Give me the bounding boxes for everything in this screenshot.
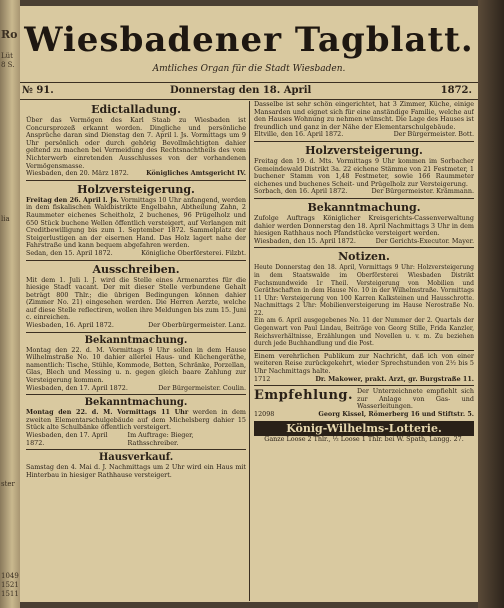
notice-body: werden in dem zweiten Elementarschulgebäude auf dem Michelsberg dahier 15 Stück alte Schulbänke öffentlich versteigert. xyxy=(26,408,246,432)
notice-place-date: Eltville, den 16. April 1872. xyxy=(254,130,344,139)
notice-authority: Der Bürgermeister. Bott. xyxy=(393,130,474,139)
notice-signature xyxy=(254,376,474,384)
divider xyxy=(254,350,474,351)
divider xyxy=(254,141,474,142)
notice-signature xyxy=(254,188,474,196)
notice-signature xyxy=(254,131,474,139)
book-spine xyxy=(0,0,20,608)
notice-authority: Dr. Makower, prakt. Arzt, gr. Burgstraße 11. xyxy=(315,374,474,383)
masthead xyxy=(20,6,478,92)
divider xyxy=(26,180,246,181)
notice-text: Mit dem 1. Juli l. J. wird die Stelle eines Armenarztes für die hiesige Stadt vacant. Der mit dieser Stelle verbundene Gehalt beträgt 800 Thlr.; die übrigen Bedingungen können dahier (Zimmer No. 21) eingesehen werden. Die Herren Aerzte, welche auf diese Stelle reflectiren, wollen ihre Meldungen bis zum 15. Juni c. einreichen. xyxy=(26,275,246,322)
divider xyxy=(26,332,246,333)
notice-heading: Holzversteigerung. xyxy=(77,182,195,196)
divider xyxy=(254,385,474,386)
notice-heading: Edictalladung. xyxy=(91,103,181,116)
newspaper-subtitle: Amtliches Organ für die Stadt Wiesbaden. xyxy=(152,64,346,74)
notice-text: Heute Donnerstag den 18. April, Vormittags 9 Uhr: Holzversteigerung in dem Staatswalde im Oberförsterei Wiesbaden Distrikt Fuchsmundweide 1r Theil. Versteigerung von Mobilien und Geräthschaften in dem Hause No. 10 in der Wilhelmstraße. Vormittags 11 Uhr: Versteigerung von 100 Karren Kalksteinen und Hausschrotte. Nachmittags 2 Uhr: Mobilienversteigerung im Hause Nerostraße No. 22. xyxy=(254,264,474,317)
divider xyxy=(26,260,246,261)
notice-signature xyxy=(254,238,474,246)
newspaper-page xyxy=(20,6,478,602)
notice-text: Samstag den 4. Mai d. J. Nachmittags um 2 Uhr wird ein Haus mit Hinterbau in hiesiger Rathhause versteigert. xyxy=(26,463,246,479)
notice-place-date: Wiesbaden, den 20. März 1872. xyxy=(26,169,129,178)
divider xyxy=(26,449,246,450)
spine-fragment: Ro xyxy=(1,28,18,41)
notice-text: Ein am 6. April ausgegebenes No. 11 der Nummer der 2. Quartals der Gegenwart von Paul Lindau, Beiträge von Georg Stille, Frida Kanzler, Reichsverhältnisse, Erzählungen und Novellen u. v. m. Zu beziehen durch jede Buchhandlung und die Post. xyxy=(254,317,474,348)
issue-date: Donnerstag den 18. April xyxy=(170,85,312,96)
notice-lead: Montag den 22. d. M. Vormittags 11 Uhr xyxy=(26,408,189,417)
left-column xyxy=(26,101,246,601)
issue-year: 1872. xyxy=(440,85,472,96)
notice-body: Vormittags 10 Uhr anfangend, werden in dem fiskalischen Waldbistrikte Engelbahn, Abtheilung Zahn, 2 Raummeter eichenes Scheitholz, 2 buchenes, 96 Prügelholz und 650 Stück buchene Wellen öffentlich versteigert, auf Verlangen mit Creditbewilligung bis zum 1. September 1872. Sammelplatz der Steigerlustigen an der eisernen Hand. Das Holz lagert nahe der Fahrstraße und kann bequem abgefahren werden. xyxy=(26,195,246,250)
notice-place-date: Wiesbaden, den 17. April 1872. xyxy=(26,383,128,392)
issue-number: № 91. xyxy=(22,85,54,96)
divider xyxy=(26,394,246,395)
column-divider xyxy=(249,101,250,601)
spine-fragment: ster xyxy=(1,480,15,488)
divider xyxy=(254,198,474,199)
notice-text: Montag den 22. d. M. Vormittags 9 Uhr sollen in dem Hause Wilhelmstraße No. 10 dahier allerlei Haus- und Küchengeräthe, namentlich: Tische, Stühle, Kommode, Betten, Schränke, Porzellan, Glas, Blech und Messing u. n. gegen gleich baare Zahlung zur Versteigerung kommen. xyxy=(26,345,246,385)
notice-authority: Königliche Oberförsterei. Filzbt. xyxy=(141,248,246,257)
ad-title: Empfehlung. xyxy=(254,388,354,404)
ad-signature xyxy=(254,411,474,419)
dateline xyxy=(20,82,478,100)
notice-text xyxy=(26,409,246,432)
notice-place-date: Sorbach, den 16. April 1872. xyxy=(254,187,348,196)
right-column xyxy=(254,101,474,601)
notice-signature xyxy=(26,432,246,447)
notice-heading: Hausverkauf. xyxy=(98,452,174,464)
notice-authority: Der Bürgermeister. Krämmann. xyxy=(371,187,474,196)
notice-authority: Der Oberbürgermeister. Lanz. xyxy=(148,321,246,330)
ad-number: 12098 xyxy=(254,410,275,418)
notice-place-date: Wiesbaden, 16. April 1872. xyxy=(26,321,114,330)
ad-text: Der Unterzeichnete empfiehlt sich zur Anlage von Gas- und Wasserleitungen. xyxy=(357,387,474,411)
notice-text: Dasselbe ist sehr schön eingerichtet, hat 3 Zimmer, Küche, einige Mansarden und eignet sich für eine anständige Familie, welche auf den Hauses Wohnung zu nehmen wünscht. Die Lage des Hauses ist freundlich und ganz in der Nähe der Elementarschulgebäude. xyxy=(254,101,474,131)
ad-advertiser: Georg Kissel, Römerberg 16 und Stiftstr. 5. xyxy=(318,410,474,418)
notice-place-date: Sedan, den 15. April 1872. xyxy=(26,248,113,257)
notice-authority: Im Auftrage: Bieger, Rathsschreiber. xyxy=(127,431,194,447)
page-edge xyxy=(478,0,504,608)
notice-heading: Bekanntmachung. xyxy=(307,200,421,214)
lottery-banner: König-Wilhelms-Lotterie. xyxy=(254,421,474,436)
spine-fragment: lia xyxy=(1,215,10,223)
divider xyxy=(254,247,474,248)
notice-heading: Notizen. xyxy=(338,250,390,264)
notice-signature xyxy=(26,170,246,178)
notice-heading: Ausschreiben. xyxy=(92,262,180,276)
notice-text: Über das Vermögen des Karl Staab zu Wiesbaden ist Concursprozeß erkannt worden. Dingliche und persönliche Ansprüche daran sind Dienstag den 7. April l. Js. Vormittags um 9 Uhr persönlich oder durch gehörig Bevollmächtigten dahier geltend zu machen bei Vermeidung des Rechtsnachtheils des vom Nichterwerb einretenden Ausschlusses von der vorhandenen Vermögensmasse. xyxy=(26,116,246,170)
notice-signature xyxy=(26,385,246,393)
notice-text: Einem verehrlichen Publikum zur Nachricht, daß ich von einer weiteren Reise zurückgekehrt, wieder Sprechstunden von 2½ bis 5 Uhr Nachmittags halte. xyxy=(254,351,474,376)
notice-place-date: Wiesbaden, den 15. April 1872. xyxy=(254,236,356,245)
notice-heading: Bekanntmachung. xyxy=(84,397,188,409)
notice-text: Freitag den 19. d. Mts. Vormittags 9 Uhr kommen im Sorbacher Gemeindewald Distrikt 3a. 22 eichene Stämme von 21 Festmeter, 1 buchener Stamm von 1,48 Festmeter, sowie 166 Raummeter eichenes und buchenes Scheit- und Prügelholz zur Versteigerung. xyxy=(254,156,474,188)
spine-fragment: Lüt 8 S. xyxy=(1,52,15,69)
notice-place-date: Wiesbaden, den 17. April 1872. xyxy=(26,431,108,447)
notice-place-date: 1712 xyxy=(254,374,271,383)
notice-authority: Der Bürgermeister. Coulin. xyxy=(158,383,246,392)
notice-heading: Holzversteigerung. xyxy=(305,143,423,157)
notice-signature xyxy=(26,250,246,258)
notice-signature xyxy=(26,322,246,330)
newspaper-title: Wiesbadener Tagblatt. xyxy=(24,20,474,60)
notice-heading: Bekanntmachung. xyxy=(84,334,188,346)
notice-text xyxy=(26,197,246,250)
lottery-text: Ganze Loose 2 Thlr., ½ Loose 1 Thlr. bei W. Spath, Langg. 27. xyxy=(264,434,464,443)
advertisement xyxy=(254,388,474,411)
notice-text: Zufolge Auftrags Königlicher Kreisgerichts-Cassenverwaltung dahier werden Donnerstag den 18. April Nachmittags 3 Uhr in dem hiesigen Rathhaus noch Pfandstücke versteigert werden. xyxy=(254,213,474,238)
notice-authority: Königliches Amtsgericht IV. xyxy=(146,169,246,178)
spine-fragment: 1049 1521 1511 xyxy=(1,572,19,598)
notice-authority: Der Gerichts-Executor. Mayer. xyxy=(375,236,474,245)
notice-lead: Freitag den 26. April l. Js. xyxy=(26,195,119,204)
